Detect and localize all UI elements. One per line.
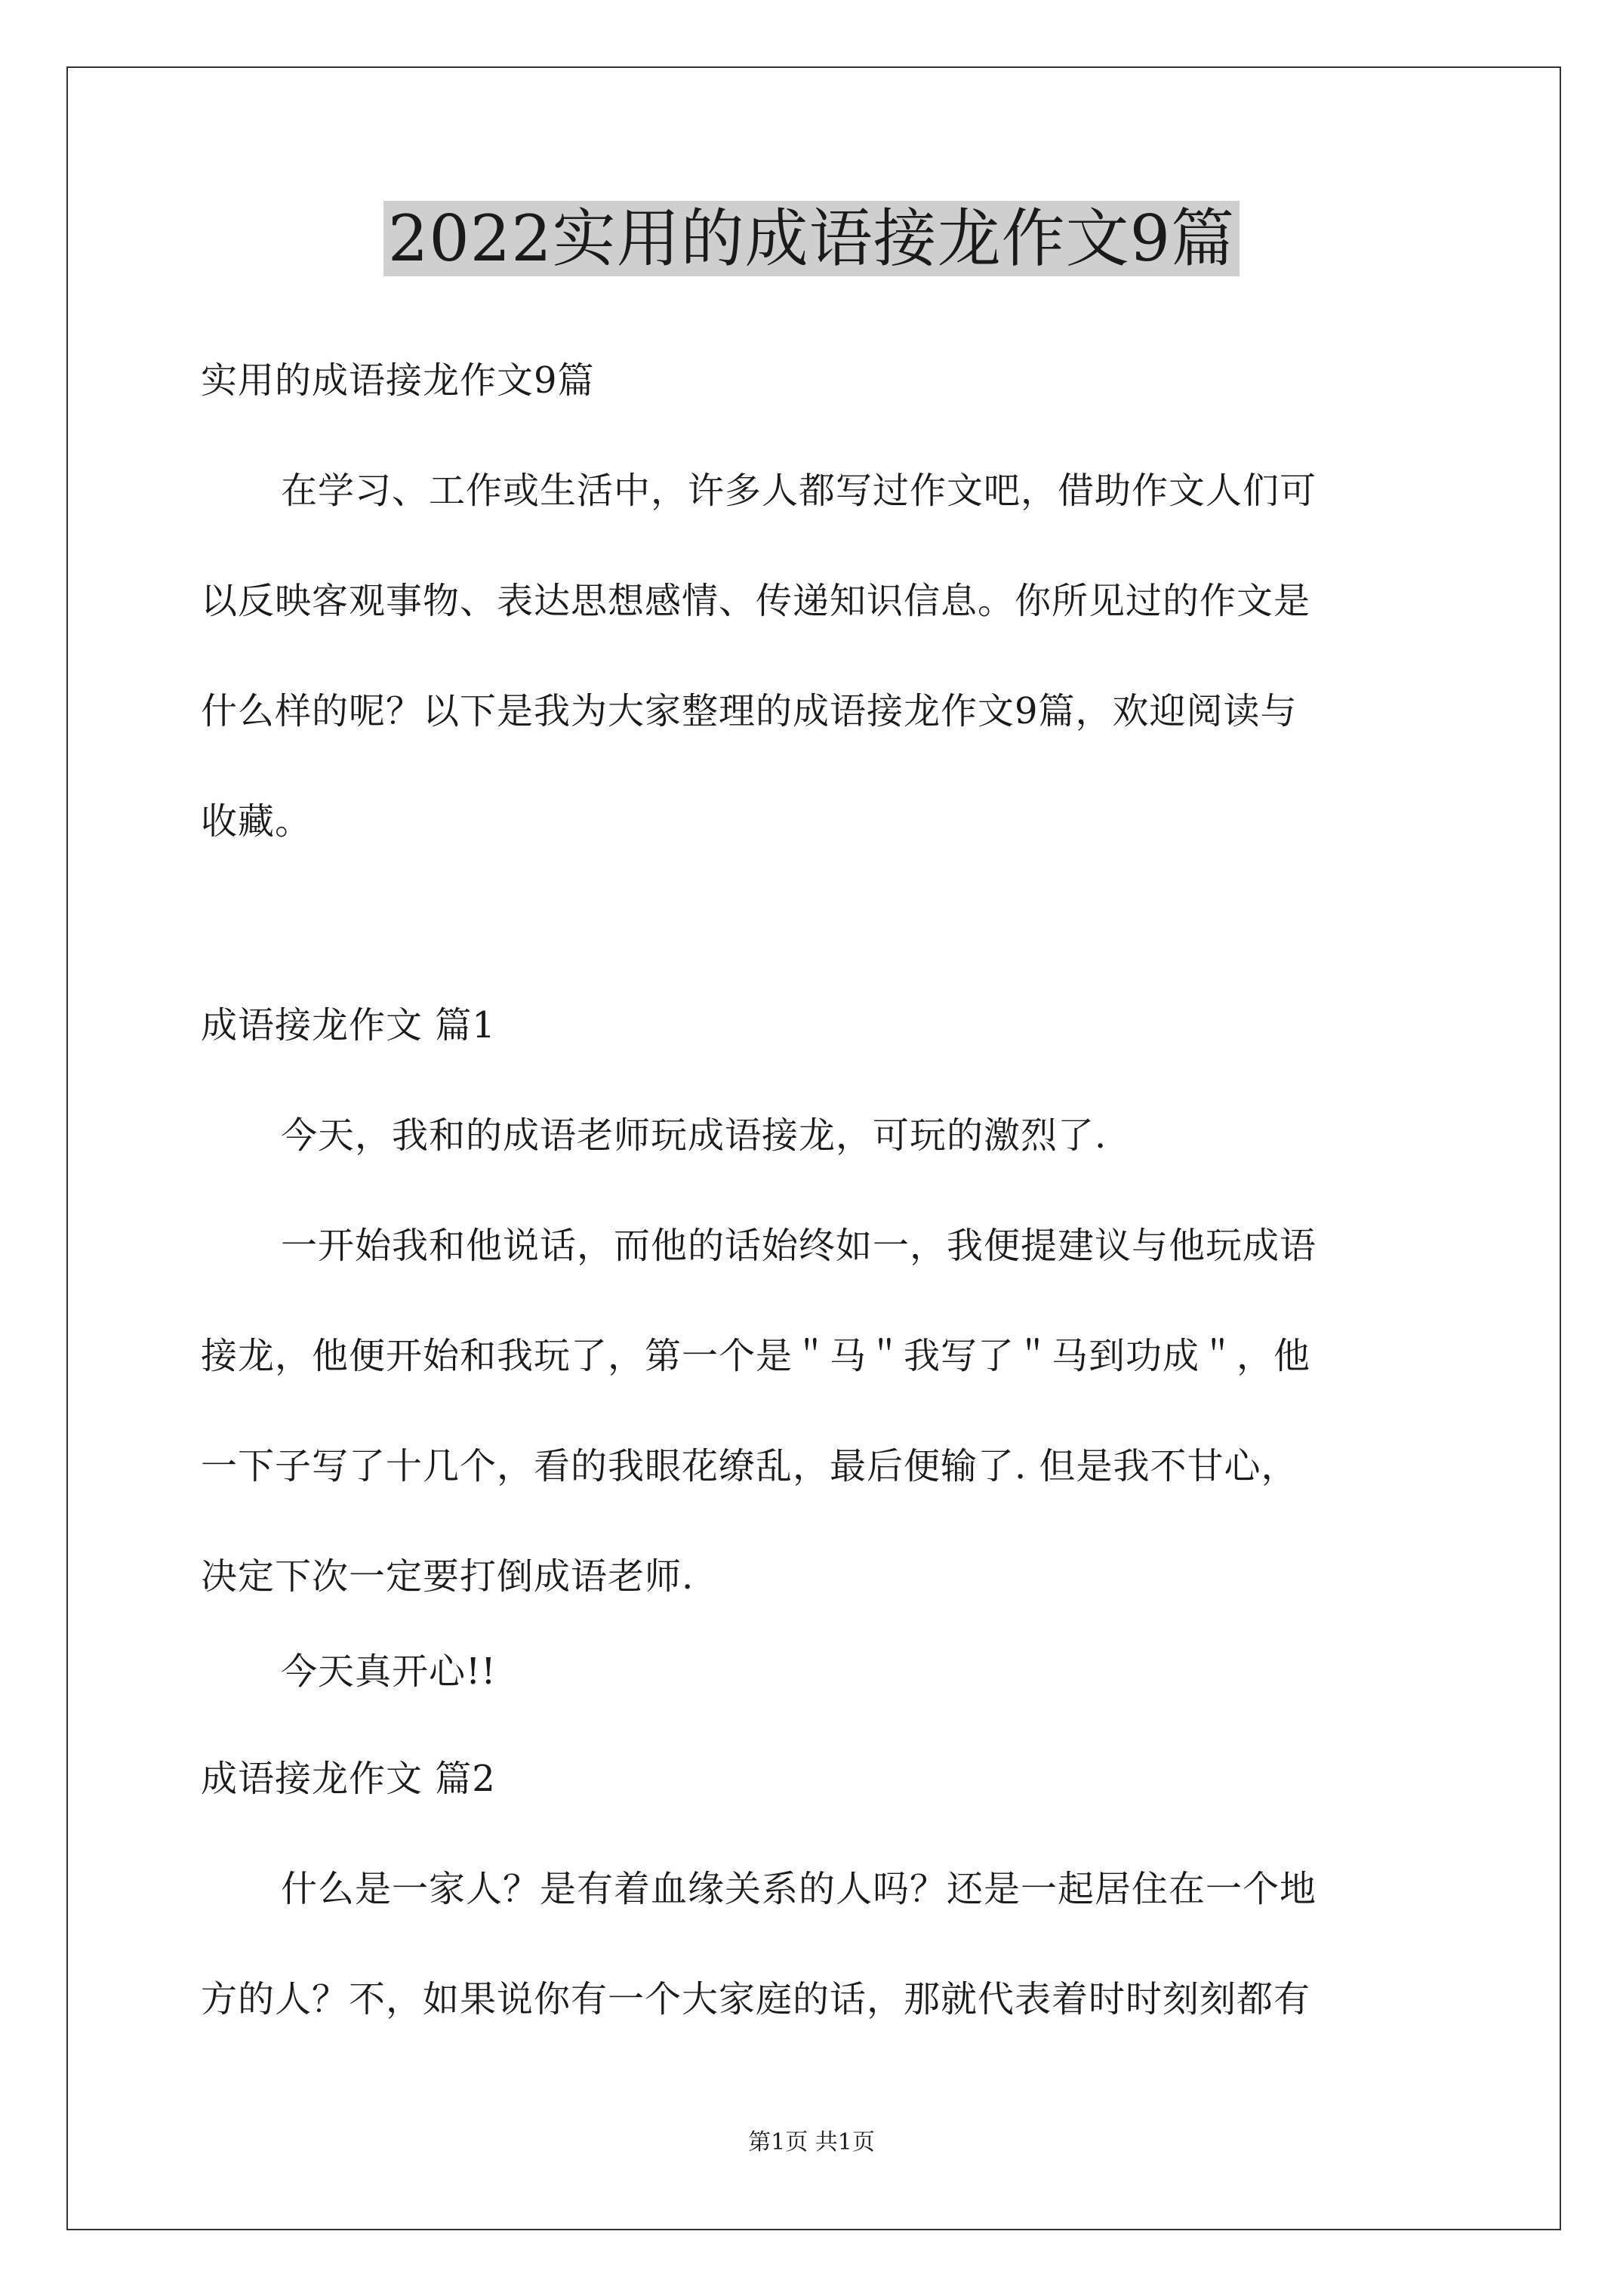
intro-line-2: 以反映客观事物、表达思想感情、传递知识信息。你所见过的作文是 <box>201 580 1311 622</box>
section-1-p2-line-3: 一下子写了十几个，看的我眼花缭乱，最后便输了. 但是我不甘心， <box>201 1445 1298 1487</box>
subtitle: 实用的成语接龙作文9篇 <box>201 359 595 402</box>
page-footer: 第1页 共1页 <box>748 2129 875 2156</box>
section-2-p1-line-2: 方的人？不，如果说你有一个大家庭的话，那就代表着时时刻刻都有 <box>201 1978 1311 2020</box>
section-1-p2-line-2: 接龙，他便开始和我玩了，第一个是＂马＂我写了＂马到功成＂，他 <box>201 1335 1311 1377</box>
section-2-heading: 成语接龙作文 篇2 <box>201 1758 496 1800</box>
section-1-paragraph-3: 今天真开心!! <box>281 1650 497 1693</box>
document-title: 2022实用的成语接龙作文9篇 <box>383 201 1240 276</box>
intro-line-4: 收藏。 <box>201 800 313 843</box>
section-1-p2-line-1: 一开始我和他说话，而他的话始终如一，我便提建议与他玩成语 <box>281 1225 1317 1267</box>
intro-line-1: 在学习、工作或生活中，许多人都写过作文吧，借助作文人们可 <box>281 470 1317 512</box>
section-1-paragraph-1: 今天，我和的成语老师玩成语接龙，可玩的激烈了. <box>281 1114 1107 1157</box>
title-container <box>0 201 1623 276</box>
section-1-p2-line-4: 决定下次一定要打倒成语老师. <box>201 1555 694 1598</box>
section-1-heading: 成语接龙作文 篇1 <box>201 1004 496 1046</box>
intro-line-3: 什么样的呢？以下是我为大家整理的成语接龙作文9篇，欢迎阅读与 <box>201 690 1298 732</box>
section-2-p1-line-1: 什么是一家人？是有着血缘关系的人吗？还是一起居住在一个地 <box>281 1868 1317 1910</box>
